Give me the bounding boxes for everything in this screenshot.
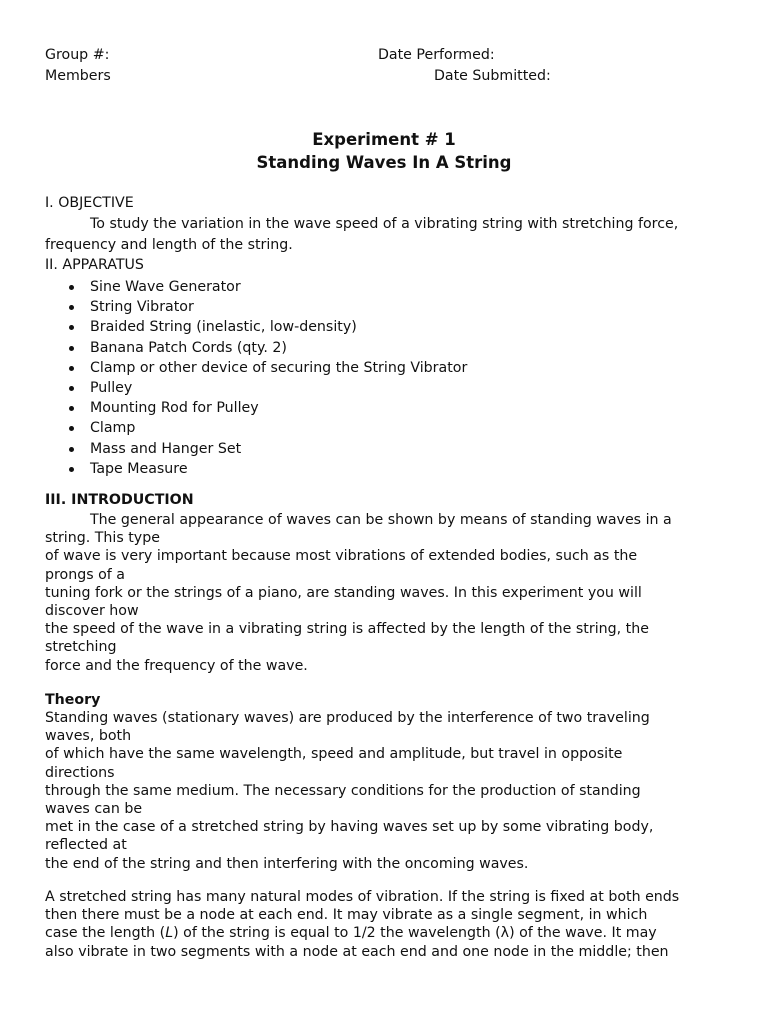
objective-line-2: frequency and length of the string. — [45, 237, 293, 253]
theory-line: reflected at — [45, 837, 127, 854]
apparatus-heading: II. APPARATUS — [45, 257, 144, 273]
apparatus-item: Braided String (inelastic, low-density) — [45, 317, 467, 337]
introduction-paragraph — [45, 511, 735, 675]
bullet-icon — [69, 447, 74, 452]
modes-paragraph — [45, 888, 735, 961]
apparatus-item: Mounting Rod for Pulley — [45, 398, 467, 418]
theory-line: met in the case of a stretched string by having waves set up by some vibrating body, — [45, 819, 654, 836]
apparatus-list — [45, 277, 467, 479]
intro-line: The general appearance of waves can be shown by means of standing waves in a — [90, 512, 672, 528]
bullet-icon — [69, 386, 74, 391]
objective-line-1: To study the variation in the wave speed of a vibrating string with stretching force, — [90, 216, 679, 232]
title-line-1: Experiment # 1 — [312, 130, 456, 149]
intro-line: the speed of the wave in a vibrating string is affected by the length of the string, the — [45, 621, 649, 638]
document-title — [45, 128, 723, 174]
group-label: Group #: — [45, 47, 110, 63]
bullet-icon — [69, 325, 74, 330]
theory-line: waves, both — [45, 728, 132, 745]
theory-line: through the same medium. The necessary conditions for the production of standing — [45, 782, 641, 799]
intro-line: prongs of a — [45, 566, 125, 583]
bullet-icon — [69, 285, 74, 290]
bullet-icon — [69, 366, 74, 371]
theory-line: the end of the string and then interfering with the oncoming waves. — [45, 855, 529, 872]
introduction-heading: III. INTRODUCTION — [45, 492, 194, 508]
apparatus-item: Mass and Hanger Set — [45, 439, 467, 459]
members-label: Members — [45, 68, 111, 84]
modes-line: then there must be a node at each end. It may vibrate as a single segment, in which — [45, 907, 648, 924]
theory-heading: Theory — [45, 692, 101, 708]
apparatus-item: Clamp or other device of securing the String Vibrator — [45, 358, 467, 378]
intro-line: of wave is very important because most vibrations of extended bodies, such as the — [45, 548, 638, 565]
bullet-icon — [69, 346, 74, 351]
length-variable: L — [165, 925, 174, 942]
intro-line: discover how — [45, 602, 139, 619]
apparatus-item: String Vibrator — [45, 297, 467, 317]
lambda-symbol: λ — [500, 925, 510, 942]
theory-paragraph — [45, 709, 735, 873]
theory-line: directions — [45, 764, 115, 781]
title-line-2: Standing Waves In A String — [256, 153, 512, 172]
intro-line: tuning fork or the strings of a piano, are standing waves. In this experiment you will — [45, 584, 642, 601]
apparatus-item: Clamp — [45, 418, 467, 438]
objective-heading: I. OBJECTIVE — [45, 195, 134, 211]
theory-line: Standing waves (stationary waves) are produced by the interference of two traveling — [45, 710, 650, 726]
bullet-icon — [69, 467, 74, 472]
date-performed-label: Date Performed: — [378, 47, 495, 63]
modes-line: A stretched string has many natural modes of vibration. If the string is fixed at both ends — [45, 889, 680, 905]
theory-line: waves can be — [45, 800, 143, 817]
theory-line: of which have the same wavelength, speed and amplitude, but travel in opposite — [45, 746, 623, 763]
apparatus-item: Pulley — [45, 378, 467, 398]
apparatus-item: Sine Wave Generator — [45, 277, 467, 297]
bullet-icon — [69, 305, 74, 310]
apparatus-item: Banana Patch Cords (qty. 2) — [45, 338, 467, 358]
intro-line: string. This type — [45, 530, 160, 547]
intro-line: stretching — [45, 639, 117, 656]
date-submitted-label: Date Submitted: — [434, 68, 551, 84]
bullet-icon — [69, 406, 74, 411]
modes-line: also vibrate in two segments with a node at each end and one node in the middle; then — [45, 943, 669, 960]
apparatus-item: Tape Measure — [45, 459, 467, 479]
bullet-icon — [69, 426, 74, 431]
intro-line: force and the frequency of the wave. — [45, 657, 308, 674]
modes-line: case the length (L) of the string is equal to 1/2 the wavelength (λ) of the wave. It may — [45, 925, 657, 942]
